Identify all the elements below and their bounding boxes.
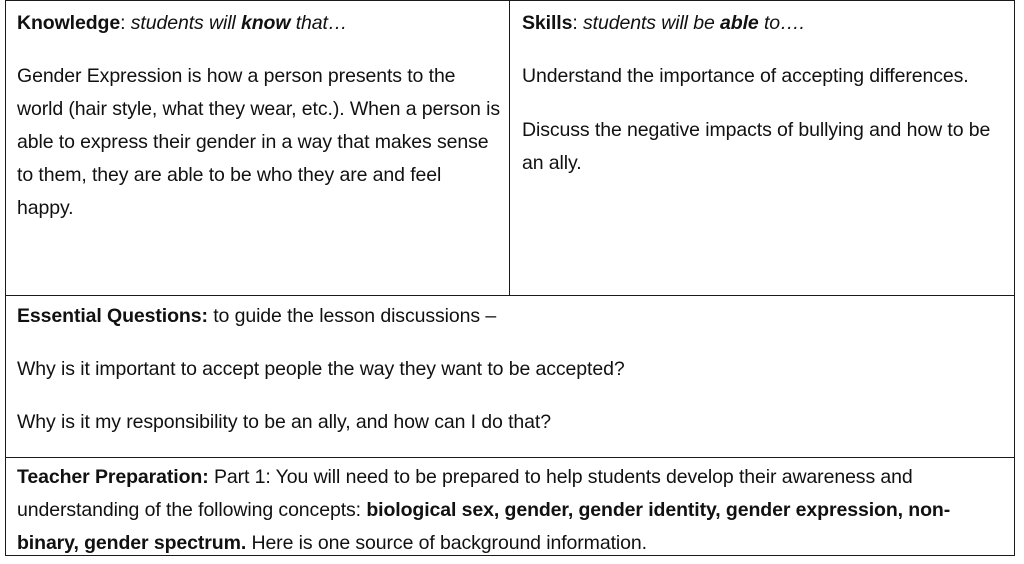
- skills-intro-emph: able: [720, 12, 759, 34]
- teacher-preparation-row: [6, 458, 1014, 555]
- skills-header: [522, 7, 1006, 40]
- essential-questions-row: [6, 296, 1014, 458]
- skills-heading: Skills: [522, 12, 573, 34]
- teacher-preparation-concepts: biological sex, gender, gender identity, gender expression, non-binary, gender spectrum.: [17, 499, 951, 554]
- knowledge-heading-sep: :: [120, 12, 131, 34]
- knowledge-intro-emph: know: [240, 12, 291, 34]
- essential-question-2: Why is it my responsibility to be an ally, and how can I do that?: [17, 411, 551, 433]
- knowledge-body: Gender Expression is how a person presents to the world (hair style, what they wear, etc.). When a person is able to express their gender in a way that makes sense to them, they are able to be who they are and feel happy.: [17, 65, 500, 219]
- teacher-preparation-heading: Teacher Preparation:: [17, 466, 209, 488]
- essential-questions-intro: to guide the lesson discussions –: [207, 305, 497, 327]
- essential-questions-header: [17, 300, 1006, 333]
- skills-intro-post: to….: [758, 12, 805, 34]
- skills-heading-sep: :: [572, 12, 583, 34]
- skills-item-1: Understand the importance of accepting differences.: [522, 65, 969, 87]
- teacher-preparation-text-pre: Part 1: You will need to be prepared to help students develop their awareness and understanding of the following concepts:: [17, 466, 913, 521]
- knowledge-cell: [6, 1, 510, 295]
- knowledge-header: [17, 7, 501, 40]
- knowledge-intro-post: that…: [290, 12, 348, 34]
- skills-item-2: Discuss the negative impacts of bullying and how to be an ally.: [522, 119, 991, 174]
- teacher-preparation-text-post: Here is one source of background information.: [246, 532, 647, 554]
- teacher-preparation-text: [17, 461, 1006, 560]
- knowledge-heading: Knowledge: [17, 12, 121, 34]
- skills-cell: [510, 1, 1014, 295]
- knowledge-intro-pre: students will: [130, 12, 241, 34]
- skills-intro-pre: students will be: [583, 12, 721, 34]
- knowledge-skills-row: [6, 1, 1014, 296]
- essential-question-1: Why is it important to accept people the way they want to be accepted?: [17, 358, 625, 380]
- lesson-plan-table: [5, 0, 1015, 556]
- essential-questions-heading: Essential Questions:: [17, 305, 208, 327]
